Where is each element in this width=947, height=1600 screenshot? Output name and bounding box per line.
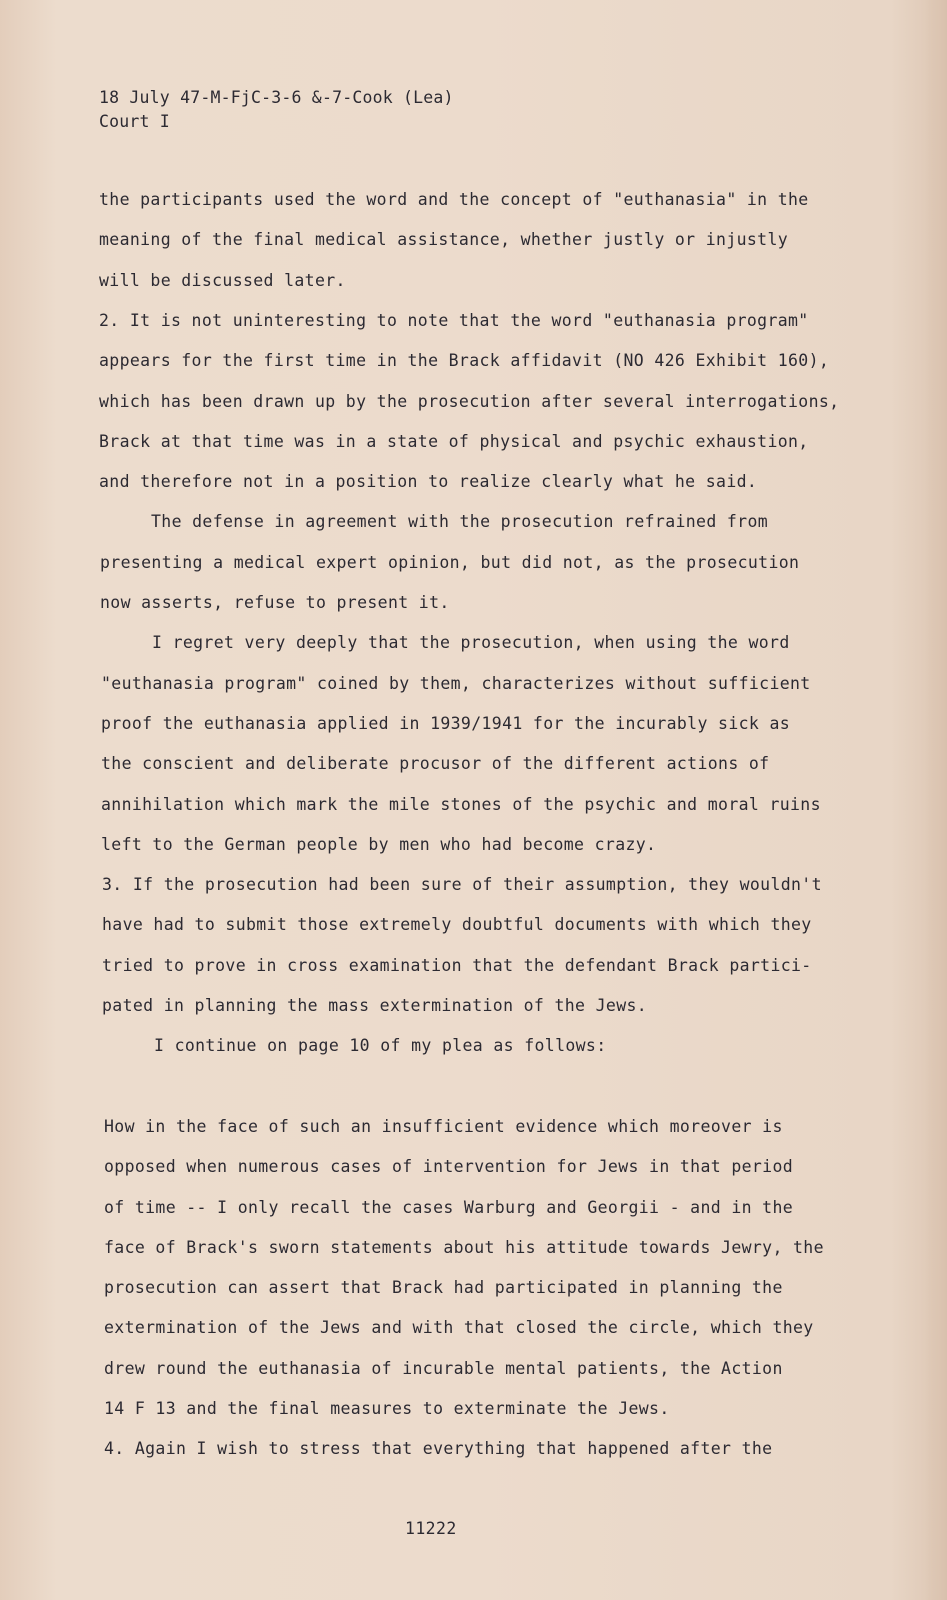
text-line: have had to submit those extremely doubtful documents with which they (102, 915, 812, 934)
text-line: of time -- I only recall the cases Warburg and Georgii - and in the (104, 1198, 794, 1217)
text-line: which has been drawn up by the prosecution after several interrogations, (99, 392, 840, 411)
text-line: 4. Again I wish to stress that everything that happened after the (104, 1439, 773, 1458)
text-line: annihilation which mark the mile stones of the psychic and moral ruins (101, 795, 821, 814)
text-line: appears for the first time in the Brack affidavit (NO 426 Exhibit 160), (99, 351, 830, 370)
text-line: Brack at that time was in a state of physical and psychic exhaustion, (99, 432, 809, 451)
text-line: extermination of the Jews and with that closed the circle, which they (104, 1318, 814, 1337)
text-line: opposed when numerous cases of intervention for Jews in that period (104, 1157, 794, 1176)
header-court-line: Court I (99, 112, 170, 131)
text-line: The defense in agreement with the prosecution refrained from (151, 512, 769, 531)
text-line: 2. It is not uninteresting to note that the word "euthanasia program" (99, 311, 809, 330)
header-reference-line: 18 July 47-M-FjC-3-6 &-7-Cook (Lea) (99, 88, 454, 107)
text-line: meaning of the final medical assistance, whether justly or injustly (99, 230, 789, 249)
text-line: How in the face of such an insufficient evidence which moreover is (104, 1117, 783, 1136)
text-line: the conscient and deliberate procusor of the different actions of (101, 754, 770, 773)
text-line: presenting a medical expert opinion, but did not, as the prosecution (100, 553, 800, 572)
text-line: 14 F 13 and the final measures to exterminate the Jews. (104, 1399, 670, 1418)
text-line: drew round the euthanasia of incurable mental patients, the Action (104, 1359, 783, 1378)
text-line: the participants used the word and the concept of "euthanasia" in the (99, 190, 809, 209)
text-line: prosecution can assert that Brack had participated in planning the (104, 1278, 783, 1297)
text-line: pated in planning the mass extermination of the Jews. (102, 996, 648, 1015)
text-line: face of Brack's sworn statements about his attitude towards Jewry, the (104, 1238, 824, 1257)
text-line: left to the German people by men who had become crazy. (101, 835, 657, 854)
text-line: and therefore not in a position to realize clearly what he said. (99, 472, 758, 491)
text-line: tried to prove in cross examination that the defendant Brack partici- (102, 956, 812, 975)
text-line: proof the euthanasia applied in 1939/1941 for the incurably sick as (101, 714, 791, 733)
text-line: "euthanasia program" coined by them, characterizes without sufficient (101, 674, 811, 693)
page-number: 11222 (405, 1519, 457, 1538)
text-line: 3. If the prosecution had been sure of their assumption, they wouldn't (102, 875, 822, 894)
text-line: I continue on page 10 of my plea as follows: (154, 1036, 607, 1055)
document-header (99, 86, 454, 134)
text-line: I regret very deeply that the prosecution, when using the word (152, 633, 790, 652)
paper-edge (925, 0, 947, 1600)
text-line: now asserts, refuse to present it. (100, 593, 450, 612)
text-line: will be discussed later. (99, 271, 346, 290)
